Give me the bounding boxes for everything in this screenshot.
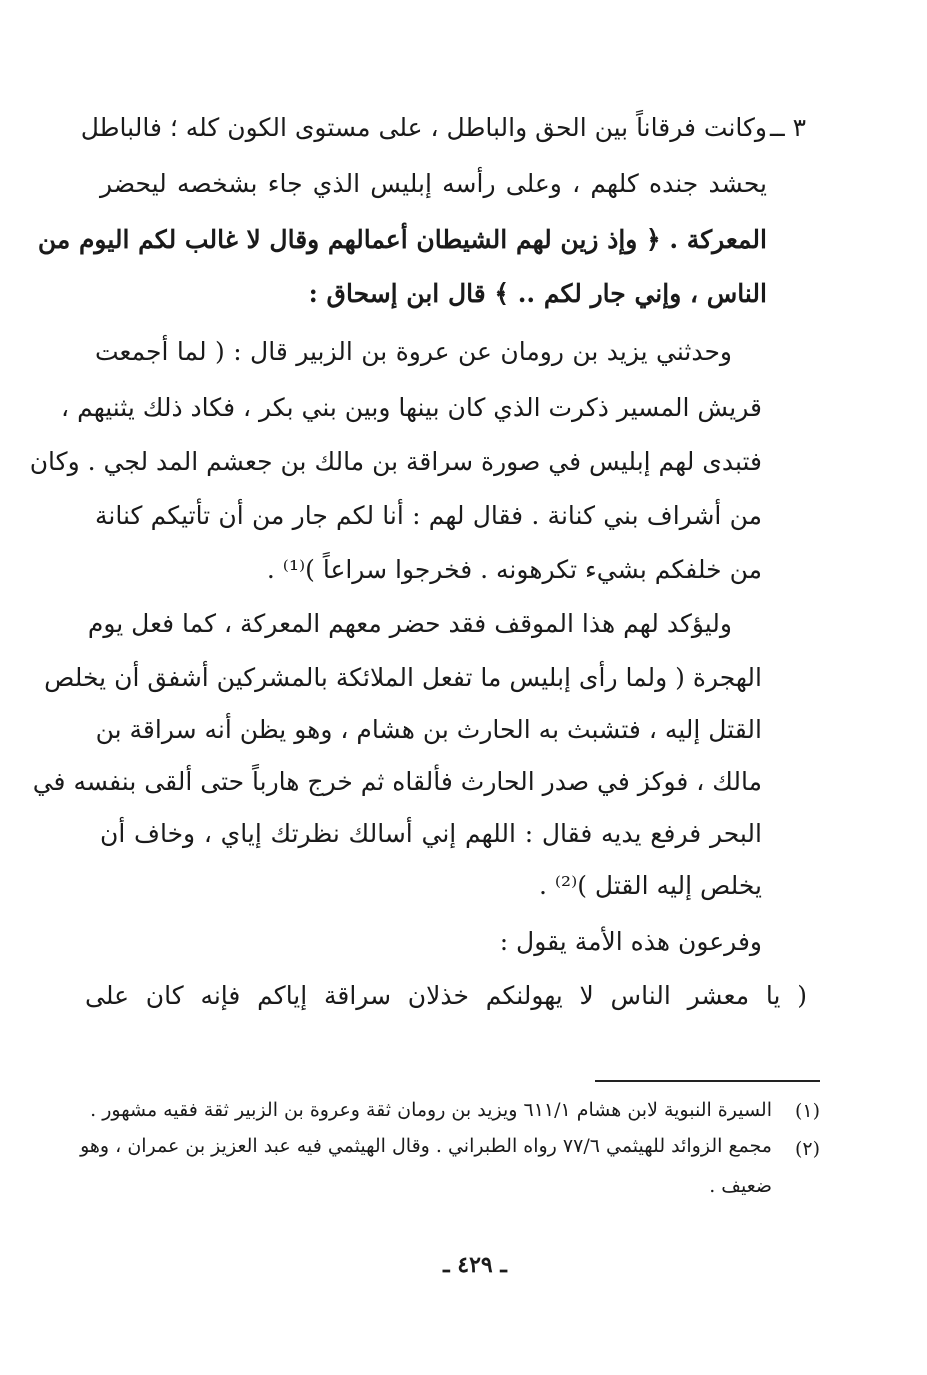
text-line: من خلفكم بشيء تكرهونه . فخرجوا سراعاً )⁽¹⁾ .: [266, 555, 762, 584]
footnote-separator: [595, 1080, 820, 1082]
text-line: وفرعون هذه الأمة يقول :: [499, 927, 762, 956]
footnote-text: ضعيف .: [709, 1175, 772, 1197]
text-line: مالك ، فوكز في صدر الحارث فألقاه ثم خرج هارباً حتى ألقى بنفسه في: [32, 767, 762, 796]
text-line: من أشراف بني كنانة . فقال لهم : أنا لكم جار من أن تأتيكم كنانة: [95, 501, 762, 530]
paragraph-2: [32, 604, 762, 904]
text-line: البحر فرفع يديه فقال : اللهم إني أسالك نظرتك إياي ، وخاف أن: [100, 819, 762, 848]
text-line: وحدثني يزيد بن رومان عن عروة بن الزبير قال : ( لما أجمعت: [95, 337, 732, 366]
paragraph-3: [85, 922, 807, 1022]
text-line: يخلص إليه القتل )⁽²⁾ .: [538, 871, 762, 900]
text-line: ( يا معشر الناس لا يهولنكم خذلان سراقة إياكم فإنه كان على: [85, 981, 807, 1010]
quran-verse-line: المعركة . ﴿ وإذ زين لهم الشيطان أعمالهم وقال لا غالب لكم اليوم من: [37, 225, 767, 254]
text-line: وكانت فرقاناً بين الحق والباطل ، على مستوى الكون كله ؛ فالباطل: [80, 113, 767, 142]
footnote-number: (٢): [795, 1138, 821, 1160]
page-number: ـ ٤٢٩ ـ: [443, 1252, 507, 1278]
quran-verse-line: الناس ، وإني جار لكم .. ﴾ قال ابن إسحاق :: [308, 279, 767, 308]
ibn-ishaq-quote: [29, 332, 762, 584]
item-number: ٣ ــ: [770, 113, 807, 142]
text-line: القتل إليه ، فتشبث به الحارث بن هشام ، وهو يظن أنه سراقة بن: [95, 715, 762, 744]
item-3-text: [37, 108, 767, 308]
text-line: وليؤكد لهم هذا الموقف فقد حضر معهم المعركة ، كما فعل يوم: [87, 609, 732, 638]
text-line: فتبدى لهم إبليس في صورة سراقة بن مالك بن جعشم المد لجي . وكان: [29, 447, 762, 476]
text-line: الهجرة ( ولما رأى إبليس ما تفعل الملائكة بالمشركين أشفق أن يخلص: [44, 663, 762, 692]
text-line: يحشد جنده كلهم ، وعلى رأسه إبليس الذي جاء بشخصه ليحضر: [100, 169, 767, 198]
footnote-number: (١): [795, 1100, 821, 1122]
footnote-text: السيرة النبوية لابن هشام ٦١١/١ ويزيد بن رومان ثقة وعروة بن الزبير ثقة فقيه مشهور .: [90, 1099, 772, 1121]
footnote-text: مجمع الزوائد للهيثمي ٧٧/٦ رواه الطبراني . وقال الهيثمي فيه عبد العزيز بن عمران ، وهو: [80, 1135, 772, 1157]
text-line: قريش المسير ذكرت الذي كان بينها وبين بني بكر ، فكاد ذلك يثنيهم ،: [61, 393, 762, 422]
